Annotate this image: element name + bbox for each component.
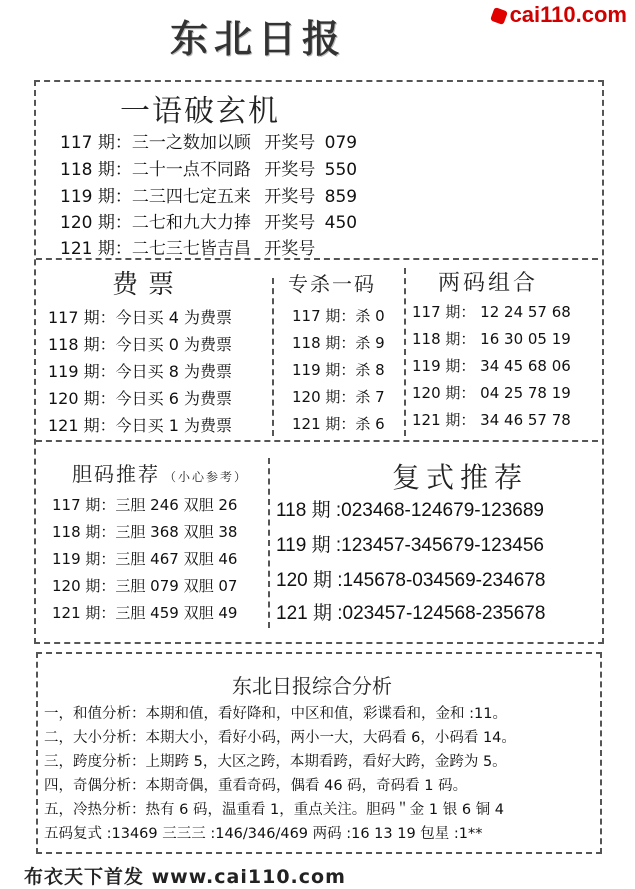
two-code-row: 121 期： 34 46 57 78 [412,411,571,429]
dan-note: （小心参考） [164,470,249,484]
divider [272,278,274,436]
analysis-row: 五，冷热分析：热有 6 码，温重看 1，重点关注。胆码＂金 1 银 6 铜 4 [44,802,504,818]
kill-one-row: 117 期：杀 0 [292,307,385,325]
riddle-label: 开奖号 [264,133,316,153]
dan-title [72,458,248,487]
fushi-row: 119 期 :123457-345679-123456 [276,535,544,556]
riddle-text: 二七三七皆吉昌 [131,239,251,259]
analysis-row: 一，和值分析：本期和值，看好降和，中区和值，彩谍看和，金和 :11。 [44,706,507,722]
analysis-row: 四，奇偶分析：本期奇偶，重看奇码，偶看 46 码，奇码看 1 码。 [44,778,468,794]
riddle-row [60,234,319,259]
divider [404,268,406,436]
kill-one-title: 专杀一码 [288,272,376,296]
riddle-number: 550 [324,160,358,180]
riddle-period: 118 期： [60,160,132,180]
riddle-row [60,182,357,207]
free-ticket-row: 118 期：今日买 0 为费票 [48,335,232,354]
riddle-number: 859 [324,187,358,207]
footer-text: 布衣天下首发 www.cai110.com [24,866,346,888]
dan-row: 117 期：三胆 246 双胆 26 [52,496,238,514]
site-logo-icon [490,7,508,25]
fushi-title: 复式推荐 [392,461,529,494]
riddle-row [60,155,357,180]
riddle-period: 120 期： [60,213,132,233]
riddle-period: 121 期： [60,239,132,259]
riddle-period: 117 期： [60,133,132,153]
riddle-label: 开奖号 [264,213,316,233]
dan-row: 120 期：三胆 079 双胆 07 [52,577,238,595]
riddle-row [60,208,357,233]
two-code-row: 120 期： 04 25 78 19 [412,384,571,402]
kill-one-row: 119 期：杀 8 [292,361,385,379]
kill-one-row: 120 期：杀 7 [292,388,385,406]
analysis-row: 五码复式 :13469 三三三 :146/346/469 两码 :16 13 19 包星 :1** [44,826,483,842]
riddle-label: 开奖号 [264,239,316,259]
two-code-row: 118 期： 16 30 05 19 [412,330,571,348]
site-logo-text: cai110.com [509,2,627,27]
free-ticket-row: 120 期：今日买 6 为费票 [48,389,232,408]
dan-row: 121 期：三胆 459 双胆 49 [52,604,238,622]
kill-one-row: 121 期：杀 6 [292,415,385,433]
free-ticket-row: 117 期：今日买 4 为费票 [48,308,232,327]
two-code-row: 117 期： 12 24 57 68 [412,303,571,321]
site-logo[interactable] [492,2,627,28]
riddle-period: 119 期： [60,187,132,207]
riddle-text: 三一之数加以顾 [131,133,251,153]
kill-one-row: 118 期：杀 9 [292,334,385,352]
dan-title-text: 胆码推荐 [72,462,160,486]
masthead-title: 东北日报 [170,16,347,61]
free-ticket-row: 119 期：今日买 8 为费票 [48,362,232,381]
riddle-text: 二七和九大力捧 [131,213,251,233]
fushi-row: 118 期 :023468-124679-123689 [276,500,544,521]
dan-row: 118 期：三胆 368 双胆 38 [52,523,238,541]
riddle-label: 开奖号 [264,160,316,180]
riddle-text: 二三四七定五来 [131,187,251,207]
riddle-text: 二十一点不同路 [131,160,251,180]
divider [268,458,270,628]
riddle-number: 079 [324,133,358,153]
riddle-title: 一语破玄机 [120,94,280,129]
analysis-row: 二，大小分析：本期大小，看好小码，两小一大，大码看 6，小码看 14。 [44,730,516,746]
analysis-title: 东北日报综合分析 [232,674,392,698]
riddle-number: 450 [324,213,358,233]
analysis-row: 三，跨度分析：上期跨 5，大区之跨，本期看跨，看好大跨，金跨为 5。 [44,754,507,770]
dan-row: 119 期：三胆 467 双胆 46 [52,550,238,568]
riddle-row [60,128,357,153]
free-ticket-row: 121 期：今日买 1 为费票 [48,416,232,435]
two-code-title: 两码组合 [438,271,539,296]
fushi-row: 121 期 :023457-124568-235678 [276,603,546,624]
divider [36,440,598,442]
free-ticket-title: 费票 [112,270,185,300]
fushi-row: 120 期 :145678-034569-234678 [276,570,546,591]
divider [36,258,598,260]
two-code-row: 119 期： 34 45 68 06 [412,357,571,375]
riddle-label: 开奖号 [264,187,316,207]
